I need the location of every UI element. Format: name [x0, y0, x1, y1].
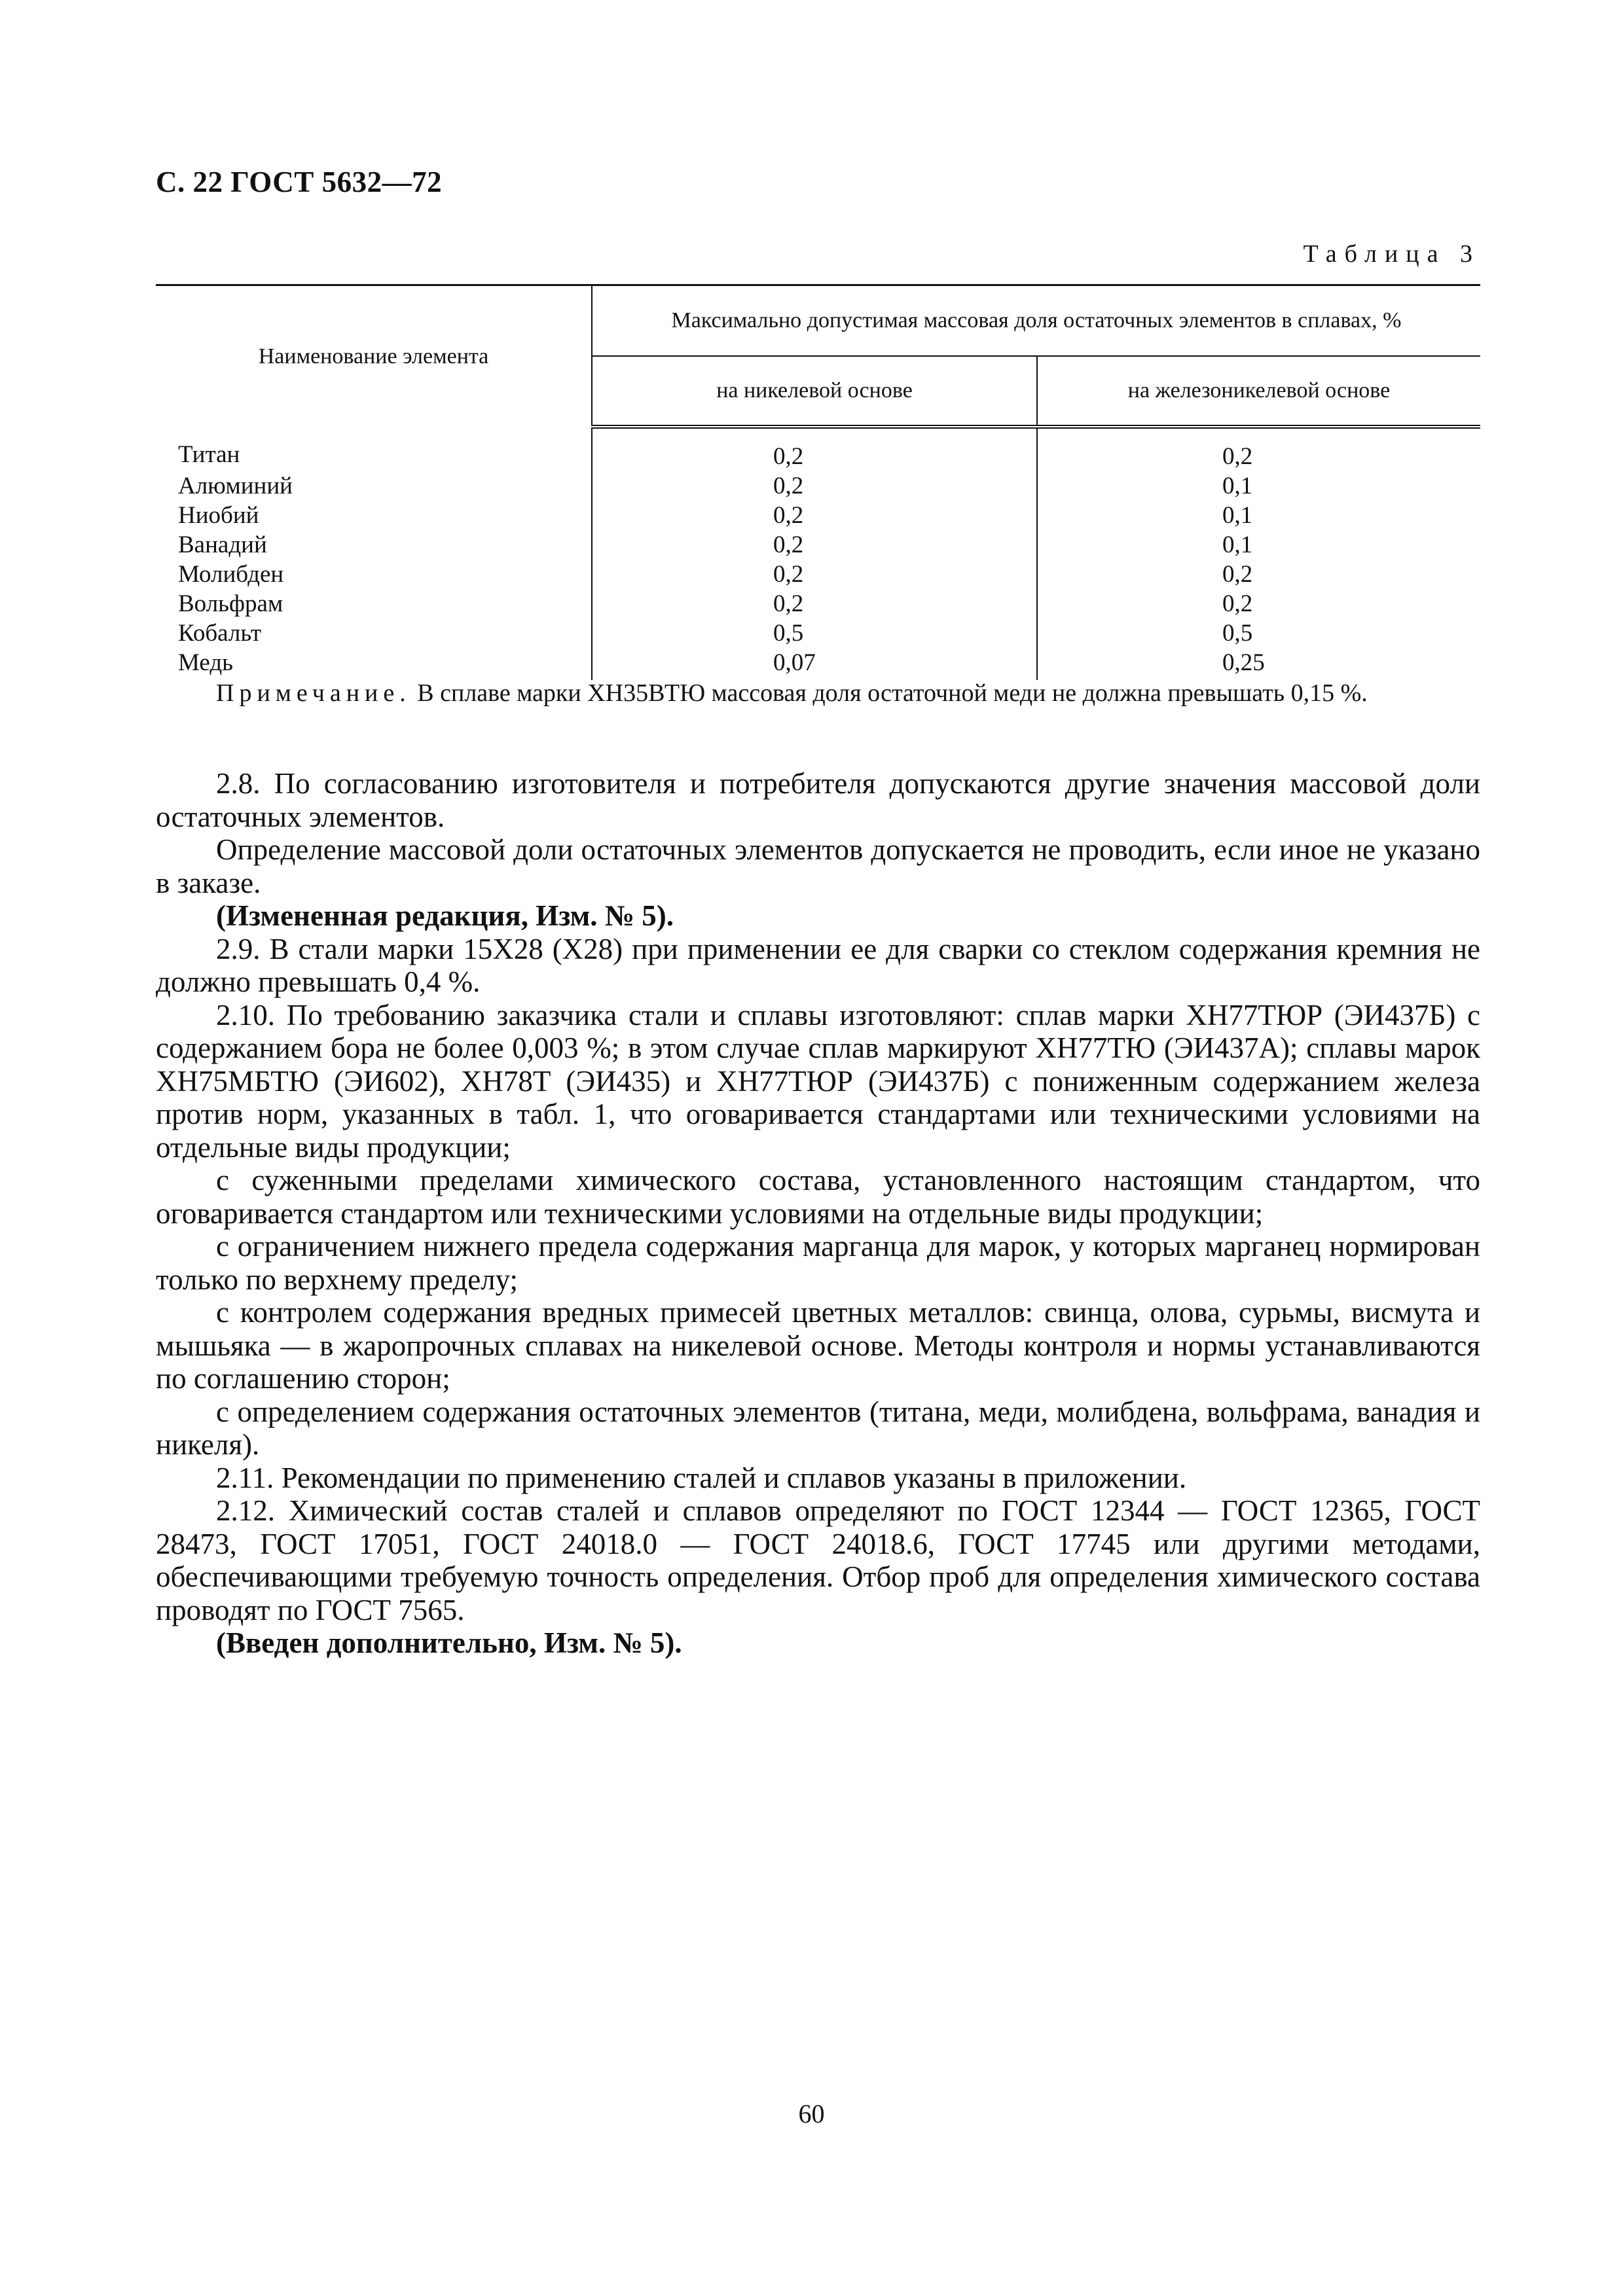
note-text: В сплаве марки ХН35ВТЮ массовая доля остаточной меди не должна превышать 0,15 %.: [410, 679, 1368, 707]
table-row: [156, 427, 1480, 471]
paragraph: 2.8. По согласованию изготовителя и потребителя допускаются другие значения массовой доли остаточных элементов.: [156, 767, 1480, 833]
element-name-cell: Кобальт: [156, 619, 592, 648]
iron-nickel-value-cell: 0,2: [1222, 561, 1253, 588]
paragraph: 2.10. По требованию заказчика стали и сплавы изготовляют: сплав марки ХН77ТЮР (ЭИ437Б) с содержанием бора не более 0,003 %; в этом случае сплав маркируют ХН77ТЮ (ЭИ437А); сплавы марок ХН75МБТЮ (ЭИ602), ХН78Т (ЭИ435) и ХН77ТЮР (ЭИ437Б) с пониженным содержанием железа против норм, указанных в табл. 1, что оговаривается стандартами или техническими условиями на отдельные виды продукции;: [156, 998, 1480, 1164]
paragraph: (Введен дополнительно, Изм. № 5).: [216, 1626, 682, 1659]
nickel-value-cell: 0,07: [592, 648, 1037, 680]
iron-nickel-value-cell: 0,2: [1222, 443, 1253, 470]
table-row: [156, 471, 1480, 501]
table-row: [156, 530, 1480, 560]
nickel-value-cell: 0,2: [592, 589, 1037, 619]
nickel-value-cell: 0,2: [592, 530, 1037, 560]
paragraph: (Измененная редакция, Изм. № 5).: [216, 899, 674, 932]
table-note: [156, 677, 1480, 709]
iron-nickel-value-cell: 0,5: [1222, 620, 1253, 647]
paragraph: Определение массовой доли остаточных элементов допускается не проводить, если иное не указано в заказе.: [156, 833, 1480, 899]
table-row: [156, 648, 1480, 680]
table-row: [156, 619, 1480, 648]
element-name-cell: Ванадий: [156, 530, 592, 560]
table-caption: Таблица 3: [1303, 240, 1480, 268]
paragraph: 2.9. В стали марки 15Х28 (Х28) при применении ее для сварки со стеклом содержания кремния не должно превышать 0,4 %.: [156, 932, 1480, 998]
iron-nickel-value-cell: 0,1: [1222, 531, 1253, 558]
paragraph: с суженными пределами химического состава, установленного настоящим стандартом, что оговаривается стандартом или техническими условиями на отдельные виды продукции;: [156, 1164, 1480, 1230]
nickel-value-cell: 0,2: [592, 427, 1037, 471]
element-name-cell: Молибден: [156, 560, 592, 589]
table-row: [156, 589, 1480, 619]
element-name-cell: Вольфрам: [156, 589, 592, 619]
iron-nickel-value-cell: 0,1: [1222, 473, 1253, 499]
paragraph: с контролем содержания вредных примесей цветных металлов: свинца, олова, сурьмы, висмута и мышьяка — в жаропрочных сплавах на никелевой основе. Методы контроля и нормы устанавливаются по соглашению сторон;: [156, 1296, 1480, 1395]
element-name-cell: Алюминий: [156, 471, 592, 501]
element-name-cell: Медь: [156, 648, 592, 680]
column-group-header: Максимально допустимая массовая доля остаточных элементов в сплавах, %: [592, 285, 1480, 357]
page-number: 60: [798, 2099, 825, 2128]
page-header: С. 22 ГОСТ 5632—72: [156, 166, 443, 198]
column-header-iron-nickel-base: на железоникелевой основе: [1037, 356, 1480, 427]
paragraph: с ограничением нижнего предела содержания марганца для марок, у которых марганец нормирован только по верхнему пределу;: [156, 1230, 1480, 1296]
iron-nickel-value-cell: 0,2: [1222, 590, 1253, 617]
element-name-cell: Титан: [156, 427, 592, 471]
paragraph: 2.11. Рекомендации по применению сталей и сплавов указаны в приложении.: [216, 1461, 1187, 1494]
iron-nickel-value-cell: 0,25: [1222, 649, 1265, 676]
body-text: [156, 767, 1480, 1660]
column-header-nickel-base: на никелевой основе: [592, 356, 1037, 427]
table-row: [156, 560, 1480, 589]
table-body: [156, 427, 1480, 680]
note-label: Примечание.: [216, 679, 411, 707]
column-header-element-name: Наименование элемента: [156, 285, 592, 427]
nickel-value-cell: 0,2: [592, 501, 1037, 530]
paragraph: 2.12. Химический состав сталей и сплавов определяют по ГОСТ 12344 — ГОСТ 12365, ГОСТ 28473, ГОСТ 17051, ГОСТ 24018.0 — ГОСТ 24018.6, ГОСТ 17745 или другими методами, обеспечивающими требуемую точность определения. Отбор проб для определения химического состава проводят по ГОСТ 7565.: [156, 1494, 1480, 1626]
nickel-value-cell: 0,5: [592, 619, 1037, 648]
paragraph: с определением содержания остаточных элементов (титана, меди, молибдена, вольфрама, ванадия и никеля).: [156, 1395, 1480, 1461]
iron-nickel-value-cell: 0,1: [1222, 502, 1253, 529]
nickel-value-cell: 0,2: [592, 560, 1037, 589]
table-row: [156, 501, 1480, 530]
nickel-value-cell: 0,2: [592, 471, 1037, 501]
element-name-cell: Ниобий: [156, 501, 592, 530]
residual-elements-table: [156, 284, 1480, 680]
